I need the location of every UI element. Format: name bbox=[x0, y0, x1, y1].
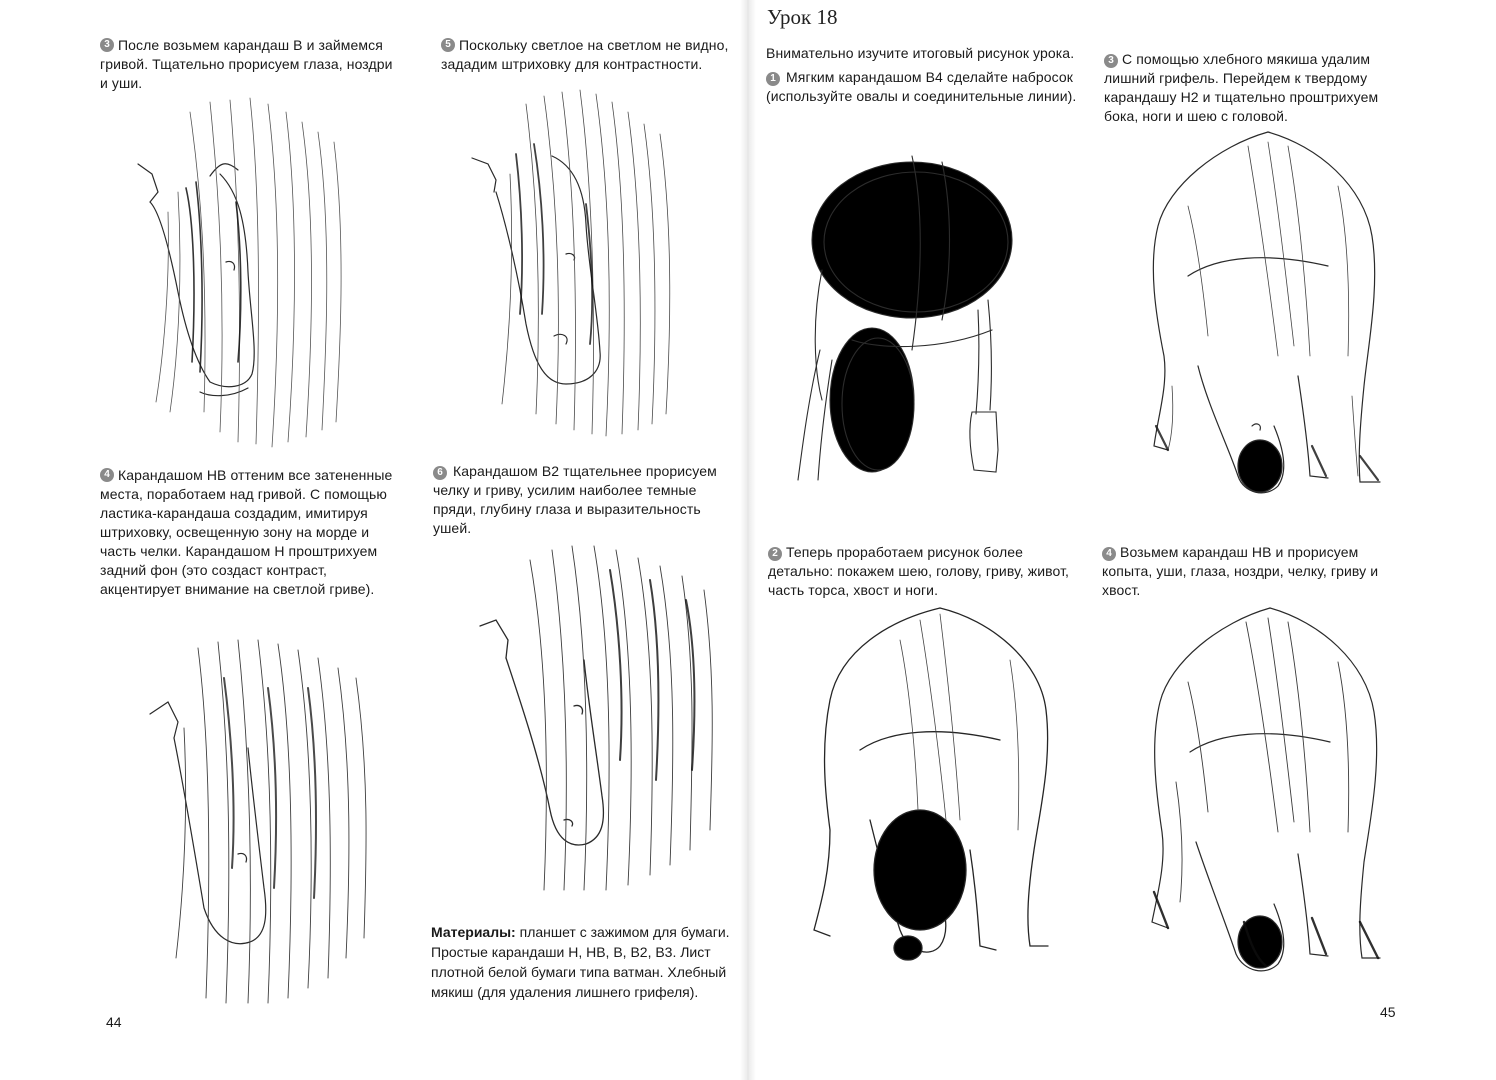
horse-body-sketch-step-4 bbox=[1126, 602, 1396, 982]
horse-head-sketch-step-6 bbox=[460, 530, 730, 900]
step-text: Поскольку светлое на светлом не видно, зададим штриховку для контрастности. bbox=[441, 37, 729, 72]
step-text: Возьмем карандаш НВ и прорисуем копыта, уши, глаза, ноздри, челку, гриву и хвост. bbox=[1102, 544, 1379, 598]
step-text: Карандашом В2 тщательнее прорисуем челку и гриву, усилим наиболее темные пряди, глубину глаза и выразительность ушей. bbox=[433, 463, 717, 536]
step-number-badge: 4 bbox=[100, 468, 114, 482]
step-number-badge: 3 bbox=[1104, 54, 1118, 68]
horse-head-sketch-step-5 bbox=[466, 84, 706, 444]
page-number-right: 45 bbox=[1380, 1004, 1396, 1020]
right-step-1 bbox=[766, 68, 1086, 106]
left-step-6 bbox=[433, 462, 737, 538]
step-number-badge: 5 bbox=[441, 38, 455, 52]
step-number-badge: 2 bbox=[768, 547, 782, 561]
right-intro bbox=[766, 44, 1086, 63]
step-text: Карандашом НВ оттеним все затененные места, поработаем над гривой. С помощью ластика-карандаша создадим, имитируя штриховку, освещенную зону на морде и часть челки. Карандашом Н проштрихуем задний фон (это создаст контраст, акцентирует внимание на светлой гриве). bbox=[100, 467, 393, 597]
left-step-3 bbox=[100, 36, 400, 93]
step-text: С помощью хлебного мякиша удалим лишний грифель. Перейдем к твердому карандашу Н2 и тщательно проштрихуем бока, ноги и шею с головой. bbox=[1104, 51, 1379, 124]
lesson-title: Урок 18 bbox=[767, 5, 838, 29]
materials-text: планшет с зажимом для бумаги. Простые карандаши Н, НВ, В, В2, В3. Лист плотной белой бумаги типа ватман. Хлебный мякиш (для удаления лишнего грифеля). bbox=[431, 924, 730, 1000]
left-step-5 bbox=[441, 36, 737, 74]
horse-body-sketch-step-1 bbox=[792, 150, 1052, 490]
step-text: Теперь проработаем рисунок более детально: покажем шею, голову, гриву, живот, часть торса, хвост и ноги. bbox=[768, 544, 1070, 598]
step-text: Мягким карандашом В4 сделайте набросок (используйте овалы и соединительные линии). bbox=[766, 69, 1077, 104]
page-number-left: 44 bbox=[106, 1014, 122, 1030]
horse-head-sketch-step-3 bbox=[130, 92, 370, 452]
horse-body-sketch-step-2 bbox=[790, 600, 1070, 980]
materials-note bbox=[431, 922, 739, 1002]
step-text: После возьмем карандаш В и займемся гривой. Тщательно прорисуем глаза, ноздри и уши. bbox=[100, 37, 393, 91]
right-step-4 bbox=[1102, 543, 1392, 600]
horse-body-sketch-step-3 bbox=[1128, 126, 1398, 506]
right-step-3 bbox=[1104, 50, 1414, 126]
step-number-badge: 3 bbox=[100, 38, 114, 52]
step-number-badge: 4 bbox=[1102, 547, 1116, 561]
step-number-badge: 1 bbox=[766, 72, 780, 86]
left-step-4 bbox=[100, 466, 396, 599]
intro-text: Внимательно изучите итоговый рисунок урока. bbox=[766, 45, 1075, 61]
horse-head-sketch-step-4 bbox=[128, 618, 398, 1008]
step-number-badge: 6 bbox=[433, 466, 447, 480]
right-step-2 bbox=[768, 543, 1084, 600]
materials-label: Материалы: bbox=[431, 924, 516, 940]
right-page bbox=[748, 0, 1496, 1080]
